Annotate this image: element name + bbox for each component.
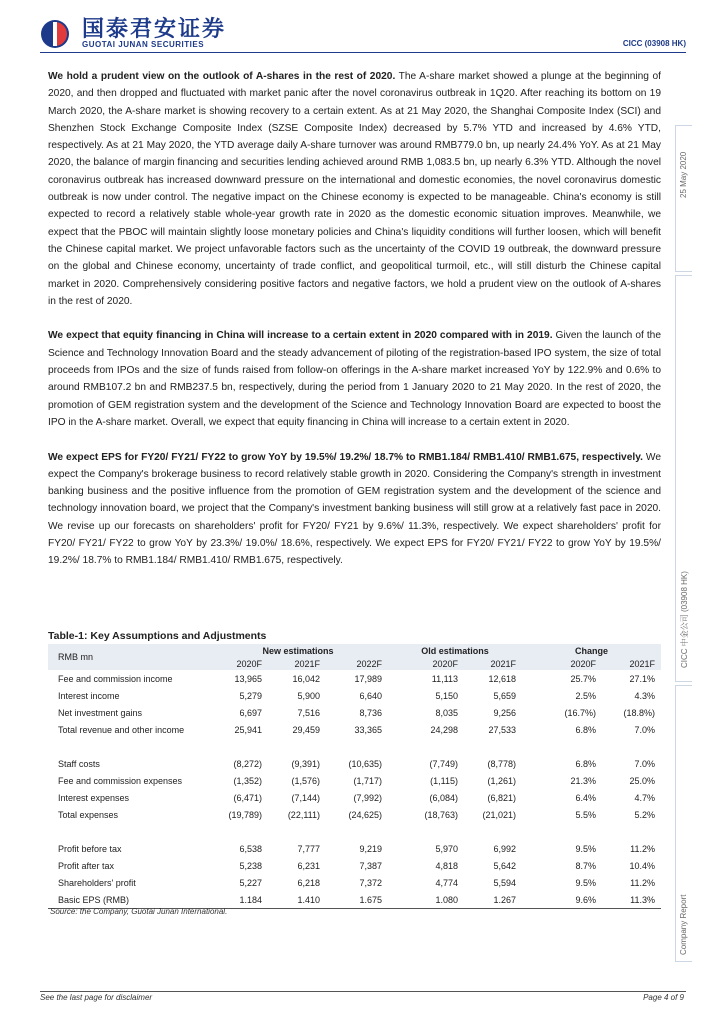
row-label: Interest income [58, 690, 120, 701]
table-cell: 6,538 [239, 843, 262, 854]
table-row [48, 721, 661, 738]
table-cell: 5,900 [297, 690, 320, 701]
row-label: Basic EPS (RMB) [48, 891, 208, 909]
table-group-header [48, 644, 661, 657]
table-cell: (7,992) [353, 792, 382, 803]
row-label: Total revenue and other income [58, 724, 185, 735]
table-row [48, 806, 661, 823]
unit-label: RMB mn [58, 652, 94, 662]
group-old-estimations: Old estimations [421, 645, 489, 656]
group-change: Change [574, 645, 608, 656]
table-cell: 6,992 [493, 843, 516, 854]
table-cell: (7,749) [429, 758, 458, 769]
table-cell: 11.3% [602, 891, 661, 909]
footer-disclaimer: See the last page for disclaimer [40, 993, 153, 1002]
table-cell: 4.7% [634, 792, 655, 803]
year-header: 2021F [629, 658, 655, 669]
header-divider [40, 52, 686, 53]
year-header: 2020F [432, 658, 458, 669]
table-cell: (18,763) [424, 809, 458, 820]
table-cell: 6.8% [575, 758, 596, 769]
row-label: Fee and commission income [58, 673, 173, 684]
year-header: 2021F [490, 658, 516, 669]
table-cell: 5,659 [493, 690, 516, 701]
table-cell: (18.8%) [623, 707, 655, 718]
row-label: Profit before tax [58, 843, 122, 854]
table-cell: (10,635) [348, 758, 382, 769]
table-cell: 5,150 [435, 690, 458, 701]
table-cell: 17,989 [354, 673, 382, 684]
year-header: 2020F [236, 658, 262, 669]
table-cell: 6.4% [575, 792, 596, 803]
assumptions-table [48, 644, 661, 909]
table-cell: 27.1% [629, 673, 655, 684]
table-row [48, 891, 661, 909]
logo-english-name: GUOTAI JUNAN SECURITIES [82, 40, 205, 49]
table-cell: (19,789) [228, 809, 262, 820]
table-cell: 7.0% [634, 724, 655, 735]
table-cell: 5,594 [493, 877, 516, 888]
table-cell: 4.3% [634, 690, 655, 701]
table-spacer [48, 823, 661, 840]
table-cell: 29,459 [292, 724, 320, 735]
table-cell: 1.184 [208, 891, 268, 909]
table-cell: 8.7% [575, 860, 596, 871]
table-cell: 10.4% [629, 860, 655, 871]
report-body [48, 68, 661, 587]
table-cell: 8,736 [359, 707, 382, 718]
table-cell: (6,471) [233, 792, 262, 803]
sidebar-date: 25 May 2020 [679, 151, 688, 198]
company-logo [40, 18, 226, 50]
table-cell: 4,774 [435, 877, 458, 888]
group-new-estimations: New estimations [262, 645, 334, 656]
table-cell: (22,111) [287, 809, 320, 820]
paragraph-heading: We expect EPS for FY20/ FY21/ FY22 to grow YoY by 19.5%/ 19.2%/ 18.7% to RMB1.184/ RMB1.410/ RMB1.675, respectively. [48, 451, 643, 463]
paragraph-text: The A-share market showed a plunge at the beginning of 2020, and then dropped and fluctuated with market panic after the novel coronavirus outbreak in 1Q20. After reaching its bottom on 19 March 2020, the A-share market is showing recovery to a certain extent. As at 21 May 2020, the Shanghai Composite Index (SCI) and Shenzhen Stock Exchange Composite Index (SZSE Composite Index) decreased by 5.7% YTD and increased by 4.6% YTD, respectively. As at 21 May 2020, the YTD average daily A-share turnover was around RMB779.0 bn, up nearly 24.4% YoY. As at 21 May 2020, the balance of margin financing and securities lending achieved around RMB 1,083.5 bn, up nearly 6.3% YTD. Although the novel coronavirus outbreak has increased downward pressure on the international and domestic economies, the novel coronavirus domestic outbreak is now under control. The negative impact on the Chinese economy is expected to be manageable. China's economy is still expected to record a relatively stable whole-year growth rate in 2020 as the domestic economic situation improves. Meanwhile, we expect that the PBOC will maintain slightly loose monetary policies and China's liquidity conditions will further loosen, which will benefit the Chinese capital market. We project unfavorable factors such as the uncertainty of the COVID 19 outbreak, the downward pressure on the global and Chinese economy, uncertainty of trade conflict, and geopolitical turmoil, etc., will still disturb the Chinese capital market in 2020. Comprehensively considering positive factors and negative factors, we hold a prudent view on the outlook of A-shares in the rest of 2020. [48, 71, 661, 307]
sidebar-date-band [675, 125, 692, 272]
table-cell: 6.8% [575, 724, 596, 735]
year-header: 2022F [356, 658, 382, 669]
table-cell: (9,391) [291, 758, 320, 769]
paragraph-a-share-outlook [48, 68, 661, 310]
page-header [40, 18, 686, 52]
paragraph-text: We expect the Company's brokerage business to record relatively stable growth in 2020. Considering the Company's strength in investment banking business and the positive influence from the promotion of GEM registration system and the development of the science and technology innovation board, we project that the Company's investment banking business will still grow at a relatively fast pace in 2020. We revise up our forecasts on shareholders' profit for FY20/ FY21 by 9.6%/ 11.3%, respectively. We expect shareholders' profit for FY20/ FY21/ FY22 to grow YoY by 23.3%/ 19.0%/ 18.6%, respectively. We expect EPS for FY20/ FY21/ FY22 to grow YoY by 19.5%/ 19.2%/ 18.7% to RMB1.184/ RMB1.410/ RMB1.675, respectively. [48, 451, 661, 567]
table-cell: 33,365 [354, 724, 382, 735]
row-label: Profit after tax [58, 860, 115, 871]
row-label: Fee and commission expenses [58, 775, 183, 786]
sidebar-report-type: Company Report [679, 894, 688, 955]
row-label: Shareholders' profit [58, 877, 136, 888]
table-cell: (6,084) [429, 792, 458, 803]
table-cell: 5.5% [575, 809, 596, 820]
sidebar-company: CICC 中金公司 (03908 HK) [680, 571, 689, 668]
table-cell: (8,272) [233, 758, 262, 769]
table-cell: 21.3% [570, 775, 596, 786]
row-label: Staff costs [58, 758, 100, 769]
table-cell: 1.410 [268, 891, 326, 909]
table-cell: 11.2% [630, 877, 655, 888]
row-label: Interest expenses [58, 792, 130, 803]
row-label: Net investment gains [58, 707, 143, 718]
table-cell: 1.080 [388, 891, 464, 909]
table-cell: 11.2% [630, 843, 655, 854]
table-cell: 7,516 [297, 707, 320, 718]
table-cell: (16.7%) [564, 707, 596, 718]
table-cell: (7,144) [291, 792, 320, 803]
table-cell: 6,697 [239, 707, 262, 718]
table-cell: 13,965 [234, 673, 262, 684]
table-cell: 9.6% [522, 891, 602, 909]
table-cell: 7,777 [297, 843, 320, 854]
table-body [48, 670, 661, 909]
table-cell: 24,298 [430, 724, 458, 735]
table-source: Source: the Company, Guotai Junan International. [50, 907, 228, 916]
year-header: 2021F [294, 658, 320, 669]
table-cell: 1.675 [326, 891, 388, 909]
table-row [48, 874, 661, 891]
table-title: Table-1: Key Assumptions and Adjustments [48, 630, 267, 642]
table-row [48, 840, 661, 857]
table-cell: 8,035 [435, 707, 458, 718]
table-row [48, 789, 661, 806]
table-cell: (1,115) [430, 775, 458, 786]
page-number: Page 4 of 9 [643, 993, 684, 1002]
table-cell: 9,219 [359, 843, 382, 854]
row-label: Total expenses [58, 809, 119, 820]
footer-divider [40, 991, 686, 992]
table-cell: 25.0% [629, 775, 655, 786]
table-row [48, 687, 661, 704]
logo-chinese-name: 国泰君安证券 [82, 16, 227, 41]
table-row [48, 772, 661, 789]
paragraph-heading: We expect that equity financing in China will increase to a certain extent in 2020 compared with in 2019. [48, 330, 553, 342]
paragraph-heading: We hold a prudent view on the outlook of A-shares in the rest of 2020. [48, 71, 396, 82]
table-cell: 27,533 [488, 724, 516, 735]
table-cell: 5,279 [239, 690, 262, 701]
table-cell: 5.2% [634, 809, 655, 820]
table-row [48, 755, 661, 772]
table-cell: 6,640 [359, 690, 382, 701]
table-cell: 2.5% [575, 690, 596, 701]
table-cell: 9,256 [493, 707, 516, 718]
table-cell: 12,618 [488, 673, 516, 684]
table-cell: 5,970 [435, 843, 458, 854]
table-cell: 7,387 [359, 860, 382, 871]
table-cell: 11,113 [431, 673, 458, 684]
table-cell: (21,021) [482, 809, 516, 820]
table-cell: 6,231 [297, 860, 320, 871]
paragraph-equity-financing [48, 327, 661, 431]
year-header: 2020F [570, 658, 596, 669]
table-cell: 16,042 [292, 673, 320, 684]
table-cell: (1,352) [233, 775, 262, 786]
table-cell: (1,717) [353, 775, 382, 786]
table-cell: (1,576) [291, 775, 320, 786]
table-cell: 7,372 [359, 877, 382, 888]
table-cell: 5,238 [239, 860, 262, 871]
table-cell: 5,642 [493, 860, 516, 871]
table-cell: 25.7% [570, 673, 596, 684]
table-row [48, 704, 661, 721]
table-cell: 6,218 [297, 877, 320, 888]
table-cell: (8,778) [487, 758, 516, 769]
table-cell: 25,941 [234, 724, 262, 735]
ticker-label: CICC (03908 HK) [622, 39, 686, 48]
table-cell: 1.267 [464, 891, 522, 909]
logo-mark-icon [40, 19, 76, 49]
paragraph-eps-forecast [48, 449, 661, 570]
table-cell: 4,818 [435, 860, 458, 871]
table-spacer [48, 738, 661, 755]
table-cell: (24,625) [348, 809, 382, 820]
table-cell: (1,261) [487, 775, 516, 786]
table-cell: (6,821) [487, 792, 516, 803]
table-cell: 9.5% [575, 843, 596, 854]
table-row [48, 670, 661, 687]
table-cell: 5,227 [239, 877, 262, 888]
table-row [48, 857, 661, 874]
table-cell: 7.0% [634, 758, 655, 769]
table-cell: 9.5% [575, 877, 596, 888]
paragraph-text: Given the launch of the Science and Technology Innovation Board and the steady advancement of piloting of the registration-based IPO system, the size of total proceeds from IPOs and the size of funds raised from follow-on offerings in the A-share market increased YoY by 122.9% and 0.6% to around RMB107.2 bn and RMB237.5 bn, respectively, during the period from 1 January 2020 to 21 May 2020. In the rest of 2020, the promotion of GEM registration system and the development of the Science and Technology Innovation Board are expected to boost the IPO in the A-share market. Overall, we expect that equity financing in China will increase to a certain extent in 2020. [48, 330, 662, 428]
